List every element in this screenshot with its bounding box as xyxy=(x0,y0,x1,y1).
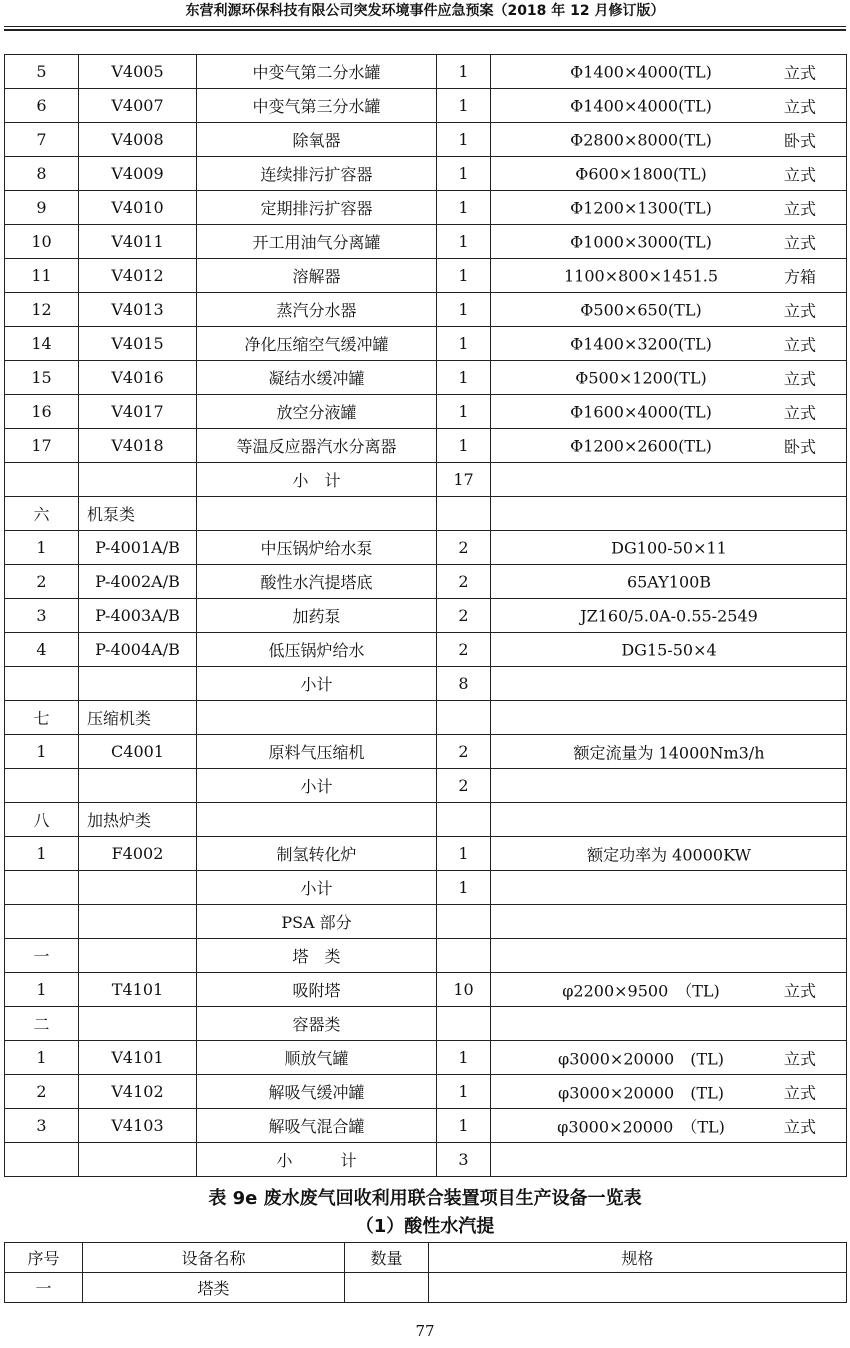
cell-no: 1 xyxy=(5,973,79,1007)
cell-no xyxy=(5,905,79,939)
table-subcaption: （1）酸性水汽提 xyxy=(355,1216,495,1237)
spec-size: Φ1600×4000(TL) xyxy=(570,402,712,421)
cell-no: 一 xyxy=(5,939,79,973)
cell-qty: 2 xyxy=(437,769,491,803)
header-cell-no: 序号 xyxy=(5,1243,83,1273)
cell-no: 六 xyxy=(5,497,79,531)
cell-spec xyxy=(491,395,847,429)
cell-name: 小计 xyxy=(197,667,437,701)
cell-spec xyxy=(429,1273,847,1303)
table-caption: 表 9e 废水废气回收利用联合装置项目生产设备一览表 xyxy=(208,1188,642,1209)
spec-size: φ2200×9500 （TL) xyxy=(562,981,720,1000)
cell-name: PSA 部分 xyxy=(197,905,437,939)
spec-orientation: 方箱 xyxy=(783,267,816,286)
cell-qty: 1 xyxy=(437,157,491,191)
cell-spec xyxy=(491,225,847,259)
table-row xyxy=(5,1007,847,1041)
spec-size: Φ1400×3200(TL) xyxy=(570,334,712,353)
cell-tag: V4103 xyxy=(79,1109,197,1143)
cell-qty xyxy=(437,803,491,837)
cell-no: 5 xyxy=(5,55,79,89)
cell-qty xyxy=(437,1007,491,1041)
cell-no: 12 xyxy=(5,293,79,327)
table-row xyxy=(5,1075,847,1109)
spec-size: 额定流量为 14000Nm3/h xyxy=(573,743,765,762)
spec-orientation: 立式 xyxy=(783,97,816,116)
cell-qty: 2 xyxy=(437,735,491,769)
spec-orientation: 立式 xyxy=(783,301,816,320)
cell-spec xyxy=(491,429,847,463)
cell-qty: 1 xyxy=(437,361,491,395)
cell-spec xyxy=(491,803,847,837)
cell-spec xyxy=(491,531,847,565)
cell-no: 11 xyxy=(5,259,79,293)
cell-tag: V4102 xyxy=(79,1075,197,1109)
cell-name: 制氢转化炉 xyxy=(197,837,437,871)
spec-size: DG15-50×4 xyxy=(621,640,717,659)
table-row xyxy=(5,701,847,735)
table-row xyxy=(5,531,847,565)
cell-tag: V4011 xyxy=(79,225,197,259)
table-row xyxy=(5,973,847,1007)
acid-water-table xyxy=(4,1242,847,1303)
cell-spec xyxy=(491,939,847,973)
cell-no: 1 xyxy=(5,1041,79,1075)
spec-size: DG100-50×11 xyxy=(611,538,727,557)
cell-name: 塔类 xyxy=(83,1273,345,1303)
cell-qty: 1 xyxy=(437,1075,491,1109)
cell-qty xyxy=(437,939,491,973)
spec-size: Φ500×1200(TL) xyxy=(575,368,707,387)
table-row xyxy=(5,803,847,837)
cell-spec xyxy=(491,701,847,735)
cell-name: 加药泵 xyxy=(197,599,437,633)
page-number: 77 xyxy=(415,1322,435,1340)
cell-no: 3 xyxy=(5,1109,79,1143)
table-row xyxy=(5,837,847,871)
spec-orientation: 立式 xyxy=(783,233,816,252)
cell-spec xyxy=(491,1075,847,1109)
cell-name: 放空分液罐 xyxy=(197,395,437,429)
spec-orientation: 卧式 xyxy=(783,437,816,456)
cell-tag: P-4004A/B xyxy=(79,633,197,667)
cell-name: 原料气压缩机 xyxy=(197,735,437,769)
header-cell-qty: 数量 xyxy=(345,1243,429,1273)
cell-qty xyxy=(437,905,491,939)
cell-tag xyxy=(79,769,197,803)
cell-name: 中变气第三分水罐 xyxy=(197,89,437,123)
table-row xyxy=(5,55,847,89)
cell-name: 吸附塔 xyxy=(197,973,437,1007)
cell-name: 小计 xyxy=(197,871,437,905)
spec-size: 额定功率为 40000KW xyxy=(587,845,751,864)
cell-tag xyxy=(79,463,197,497)
cell-spec xyxy=(491,497,847,531)
cell-tag: V4010 xyxy=(79,191,197,225)
cell-no xyxy=(5,463,79,497)
table-row xyxy=(5,327,847,361)
table-row xyxy=(5,633,847,667)
table-row xyxy=(5,1109,847,1143)
cell-spec xyxy=(491,293,847,327)
cell-tag xyxy=(79,1143,197,1177)
spec-orientation: 立式 xyxy=(783,369,816,388)
cell-name xyxy=(197,701,437,735)
cell-no: 一 xyxy=(5,1273,83,1303)
table-row xyxy=(5,89,847,123)
cell-qty: 1 xyxy=(437,55,491,89)
cell-qty: 1 xyxy=(437,123,491,157)
cell-qty: 10 xyxy=(437,973,491,1007)
cell-tag: P-4003A/B xyxy=(79,599,197,633)
cell-qty: 1 xyxy=(437,89,491,123)
cell-tag: V4018 xyxy=(79,429,197,463)
cell-spec xyxy=(491,1109,847,1143)
cell-qty: 2 xyxy=(437,633,491,667)
cell-name: 容器类 xyxy=(197,1007,437,1041)
cell-name: 连续排污扩容器 xyxy=(197,157,437,191)
cell-no: 1 xyxy=(5,837,79,871)
header-rule xyxy=(4,26,846,27)
cell-qty: 2 xyxy=(437,565,491,599)
cell-no xyxy=(5,871,79,905)
spec-orientation: 卧式 xyxy=(783,131,816,150)
cell-name: 中变气第二分水罐 xyxy=(197,55,437,89)
cell-name xyxy=(197,803,437,837)
spec-size: φ3000×20000 （TL) xyxy=(557,1117,725,1136)
cell-no xyxy=(5,667,79,701)
cell-spec xyxy=(491,871,847,905)
spec-orientation: 立式 xyxy=(783,981,816,1000)
cell-tag: V4013 xyxy=(79,293,197,327)
cell-no: 3 xyxy=(5,599,79,633)
table-row xyxy=(5,871,847,905)
cell-name xyxy=(197,497,437,531)
table-row xyxy=(5,1143,847,1177)
table-row xyxy=(5,361,847,395)
cell-spec xyxy=(491,1143,847,1177)
cell-tag: C4001 xyxy=(79,735,197,769)
cell-spec xyxy=(491,123,847,157)
spec-orientation: 立式 xyxy=(783,1049,816,1068)
table-row xyxy=(5,395,847,429)
cell-no: 6 xyxy=(5,89,79,123)
cell-tag xyxy=(79,667,197,701)
cell-qty: 1 xyxy=(437,1109,491,1143)
cell-qty: 1 xyxy=(437,225,491,259)
cell-no: 16 xyxy=(5,395,79,429)
cell-no: 9 xyxy=(5,191,79,225)
cell-spec xyxy=(491,55,847,89)
cell-name: 凝结水缓冲罐 xyxy=(197,361,437,395)
table-row xyxy=(5,293,847,327)
cell-name: 顺放气罐 xyxy=(197,1041,437,1075)
table-row xyxy=(5,429,847,463)
table-row xyxy=(5,939,847,973)
cell-spec xyxy=(491,837,847,871)
cell-spec xyxy=(491,905,847,939)
table-row xyxy=(5,769,847,803)
page-header: 东营利源环保科技有限公司突发环境事件应急预案（2018 年 12 月修订版） xyxy=(185,3,665,19)
cell-name: 塔 类 xyxy=(197,939,437,973)
cell-spec xyxy=(491,667,847,701)
cell-name: 解吸气缓冲罐 xyxy=(197,1075,437,1109)
cell-spec xyxy=(491,259,847,293)
cell-tag: V4007 xyxy=(79,89,197,123)
table-row xyxy=(5,599,847,633)
cell-qty: 2 xyxy=(437,599,491,633)
cell-name: 开工用油气分离罐 xyxy=(197,225,437,259)
spec-orientation: 立式 xyxy=(783,199,816,218)
cell-qty: 1 xyxy=(437,259,491,293)
cell-tag: V4101 xyxy=(79,1041,197,1075)
cell-qty: 8 xyxy=(437,667,491,701)
cell-no: 八 xyxy=(5,803,79,837)
cell-tag: 压缩机类 xyxy=(79,701,197,735)
cell-qty: 1 xyxy=(437,429,491,463)
table-row xyxy=(5,905,847,939)
cell-spec xyxy=(491,633,847,667)
spec-size: φ3000×20000 (TL) xyxy=(557,1049,724,1068)
cell-no: 14 xyxy=(5,327,79,361)
cell-tag: 机泵类 xyxy=(79,497,197,531)
spec-orientation: 立式 xyxy=(783,1083,816,1102)
cell-name: 酸性水汽提塔底 xyxy=(197,565,437,599)
cell-no: 1 xyxy=(5,735,79,769)
cell-no xyxy=(5,769,79,803)
cell-qty: 1 xyxy=(437,293,491,327)
equipment-table xyxy=(4,54,847,1177)
table-row xyxy=(5,463,847,497)
cell-tag: 加热炉类 xyxy=(79,803,197,837)
spec-size: 65AY100B xyxy=(626,572,712,591)
cell-spec xyxy=(491,769,847,803)
cell-no: 2 xyxy=(5,565,79,599)
table-row xyxy=(5,225,847,259)
cell-qty: 1 xyxy=(437,191,491,225)
cell-name: 等温反应器汽水分离器 xyxy=(197,429,437,463)
cell-no: 8 xyxy=(5,157,79,191)
spec-size: Φ2800×8000(TL) xyxy=(570,130,712,149)
spec-size: Φ600×1800(TL) xyxy=(575,164,707,183)
cell-spec xyxy=(491,89,847,123)
header-cell-name: 设备名称 xyxy=(83,1243,345,1273)
cell-tag: P-4002A/B xyxy=(79,565,197,599)
cell-tag: V4008 xyxy=(79,123,197,157)
cell-name: 蒸汽分水器 xyxy=(197,293,437,327)
cell-tag: V4012 xyxy=(79,259,197,293)
cell-name: 溶解器 xyxy=(197,259,437,293)
cell-qty: 1 xyxy=(437,1041,491,1075)
cell-qty: 1 xyxy=(437,871,491,905)
cell-qty: 2 xyxy=(437,531,491,565)
cell-name: 低压锅炉给水 xyxy=(197,633,437,667)
cell-spec xyxy=(491,1007,847,1041)
table-row xyxy=(5,735,847,769)
cell-qty: 1 xyxy=(437,327,491,361)
cell-no: 2 xyxy=(5,1075,79,1109)
cell-no: 7 xyxy=(5,123,79,157)
cell-no xyxy=(5,1143,79,1177)
spec-size: 1100×800×1451.5 xyxy=(563,266,719,285)
cell-tag: P-4001A/B xyxy=(79,531,197,565)
cell-tag: V4016 xyxy=(79,361,197,395)
cell-qty xyxy=(437,497,491,531)
cell-qty xyxy=(437,701,491,735)
spec-orientation: 立式 xyxy=(783,63,816,82)
cell-name: 中压锅炉给水泵 xyxy=(197,531,437,565)
spec-size: Φ1400×4000(TL) xyxy=(570,62,712,81)
cell-spec xyxy=(491,361,847,395)
cell-name: 除氧器 xyxy=(197,123,437,157)
cell-qty: 3 xyxy=(437,1143,491,1177)
spec-size: φ3000×20000 (TL) xyxy=(557,1083,724,1102)
spec-orientation: 立式 xyxy=(783,1117,816,1136)
table-row xyxy=(5,157,847,191)
cell-spec xyxy=(491,973,847,1007)
cell-name: 小 计 xyxy=(197,1143,437,1177)
spec-size: Φ1000×3000(TL) xyxy=(570,232,712,251)
cell-tag: V4009 xyxy=(79,157,197,191)
cell-name: 小 计 xyxy=(197,463,437,497)
spec-size: Φ1200×2600(TL) xyxy=(570,436,712,455)
cell-no: 七 xyxy=(5,701,79,735)
spec-size: Φ1400×4000(TL) xyxy=(570,96,712,115)
table-row xyxy=(5,123,847,157)
cell-no: 1 xyxy=(5,531,79,565)
cell-tag xyxy=(79,905,197,939)
cell-no: 10 xyxy=(5,225,79,259)
table-row xyxy=(5,667,847,701)
cell-spec xyxy=(491,463,847,497)
cell-spec xyxy=(491,1041,847,1075)
cell-tag: T4101 xyxy=(79,973,197,1007)
cell-spec xyxy=(491,735,847,769)
table-row xyxy=(5,259,847,293)
spec-size: JZ160/5.0A-0.55-2549 xyxy=(580,606,758,625)
table-row xyxy=(5,1041,847,1075)
cell-spec xyxy=(491,327,847,361)
cell-tag xyxy=(79,939,197,973)
table-row xyxy=(5,497,847,531)
cell-no: 二 xyxy=(5,1007,79,1041)
cell-qty xyxy=(345,1273,429,1303)
spec-orientation: 立式 xyxy=(783,165,816,184)
cell-no: 17 xyxy=(5,429,79,463)
cell-tag xyxy=(79,1007,197,1041)
cell-spec xyxy=(491,191,847,225)
spec-size: Φ1200×1300(TL) xyxy=(570,198,712,217)
cell-name: 定期排污扩容器 xyxy=(197,191,437,225)
header-rule-thick xyxy=(4,29,846,31)
cell-qty: 1 xyxy=(437,837,491,871)
cell-spec xyxy=(491,565,847,599)
table-header-row xyxy=(5,1243,847,1273)
cell-qty: 17 xyxy=(437,463,491,497)
cell-name: 小计 xyxy=(197,769,437,803)
cell-tag: V4015 xyxy=(79,327,197,361)
spec-orientation: 立式 xyxy=(783,335,816,354)
cell-no: 4 xyxy=(5,633,79,667)
table-row xyxy=(5,191,847,225)
table-row xyxy=(5,565,847,599)
cell-name: 净化压缩空气缓冲罐 xyxy=(197,327,437,361)
spec-orientation: 立式 xyxy=(783,403,816,422)
table-row xyxy=(5,1273,847,1303)
cell-tag xyxy=(79,871,197,905)
cell-tag: V4005 xyxy=(79,55,197,89)
cell-tag: V4017 xyxy=(79,395,197,429)
spec-size: Φ500×650(TL) xyxy=(580,300,702,319)
cell-name: 解吸气混合罐 xyxy=(197,1109,437,1143)
cell-spec xyxy=(491,599,847,633)
cell-tag: F4002 xyxy=(79,837,197,871)
cell-spec xyxy=(491,157,847,191)
equipment-table-body xyxy=(5,55,847,1177)
header-cell-spec: 规格 xyxy=(429,1243,847,1273)
cell-no: 15 xyxy=(5,361,79,395)
cell-qty: 1 xyxy=(437,395,491,429)
